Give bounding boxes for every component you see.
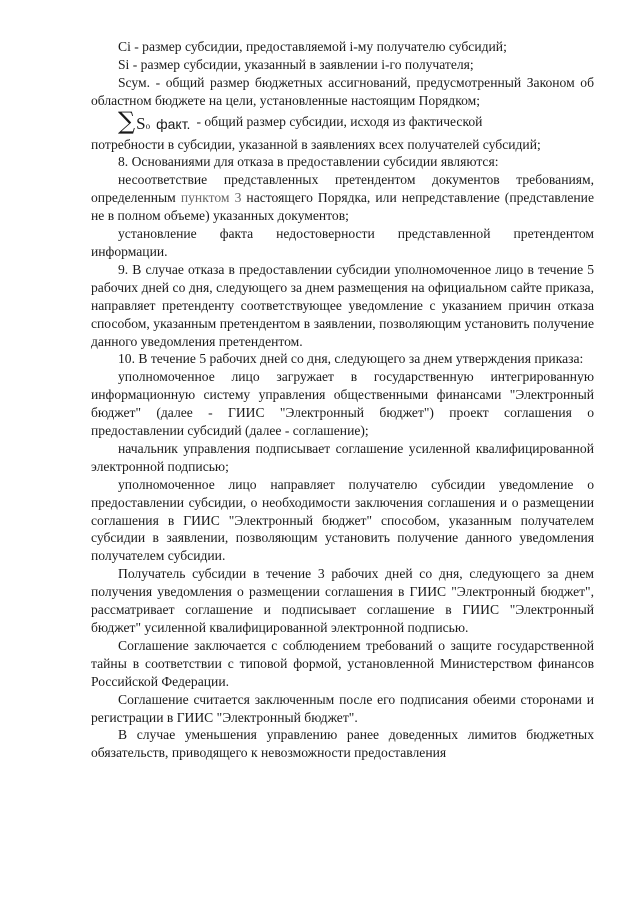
formula-fakt: факт. [156,115,191,132]
sum-formula-line [91,106,594,136]
definition-ci: Ci - размер субсидии, предоставляемой i-му получателю субсидий; [118,39,507,54]
clause-10: 10. В течение 5 рабочих дней со дня, следующего за днем утверждения приказа: [118,351,584,367]
clause-3-link[interactable]: пунктом 3 [180,190,242,206]
clause-8-item-a [91,171,594,225]
clause-8: 8. Основаниями для отказа в предоставлении субсидии являются: [118,154,499,170]
definition-ssum: Sсум. - общий размер бюджетных ассигнований, предусмотренный Законом об областном бюджете на цели, установленные настоящим Порядком; [91,74,594,108]
sigma-symbol: ∑ [118,106,136,135]
clause-8-item-b: установление факта недостоверности представленной претендентом информации. [91,226,594,259]
clause-9: 9. В случае отказа в предоставлении субсидии уполномоченное лицо в течение 5 рабочих дней со дня, следующего за днем размещения на официальном сайте приказа, направляет претенденту соответствующее уведомление с указанием причин отказа способом, указанным претендентом в заявлении, позволяющим установить получение данного уведомления претендентом. [91,261,594,349]
sum-description-continued: потребности в субсидии, указанной в заявлениях всех получателей субсидий; [91,136,541,152]
clause-10-item-c: уполномоченное лицо направляет получателю субсидии уведомление о предоставлении субсидии, о необходимости заключения соглашения и о размещении соглашения в ГИИС "Электронный бюджет" способом, указанным получателем субсидии в заявлении, позволяющим установить получение данного уведомления получателем субсидии. [91,476,594,564]
sum-formula [91,106,191,136]
clause-10-item-b: начальник управления подписывает соглашение усиленной квалифицированной электронной подписью; [91,440,594,474]
sum-description: - общий размер субсидии, исходя из фактической [196,113,483,129]
paragraph-secrecy: Соглашение заключается с соблюдением требований о защите государственной тайны в соответствии с типовой формой, установленной Министерством финансов Российской Федерации. [91,637,594,689]
clause-8-item-a-text: несоответствие представленных претендентом документов требованиям, определенным [91,172,594,206]
paragraph-limits-reduction: В случае уменьшения управлению ранее доведенных лимитов бюджетных обязательств, приводящего к невозможности предоставления [91,727,594,761]
clause-10-item-a: уполномоченное лицо загружает в государственную интегрированную информационную систему управления общественными финансами "Электронный бюджет" (далее - ГИИС "Электронный бюджет") проект соглашения о предоставлении субсидий (далее - соглашение); [91,369,594,439]
clause-8-item-a-tail: настоящего Порядка, или непредставление (представление не в полном объеме) указанных документов; [91,190,594,224]
formula-s: S [136,113,146,133]
definition-si: Si - размер субсидии, указанный в заявлении i-го получателя; [118,56,474,72]
paragraph-recipient-signing: Получатель субсидии в течение 3 рабочих дней со дня, следующего за днем получения уведомления о размещении соглашения в ГИИС "Электронный бюджет", рассматривает соглашение и подписывает соглашение в ГИИС "Электронный бюджет" усиленной квалифицированной электронной подписью. [91,566,594,635]
document-page [91,38,594,762]
paragraph-concluded: Соглашение считается заключенным после его подписания обеими сторонами и регистрации в ГИИС "Электронный бюджет". [91,691,594,725]
formula-subscript: o [145,120,151,131]
